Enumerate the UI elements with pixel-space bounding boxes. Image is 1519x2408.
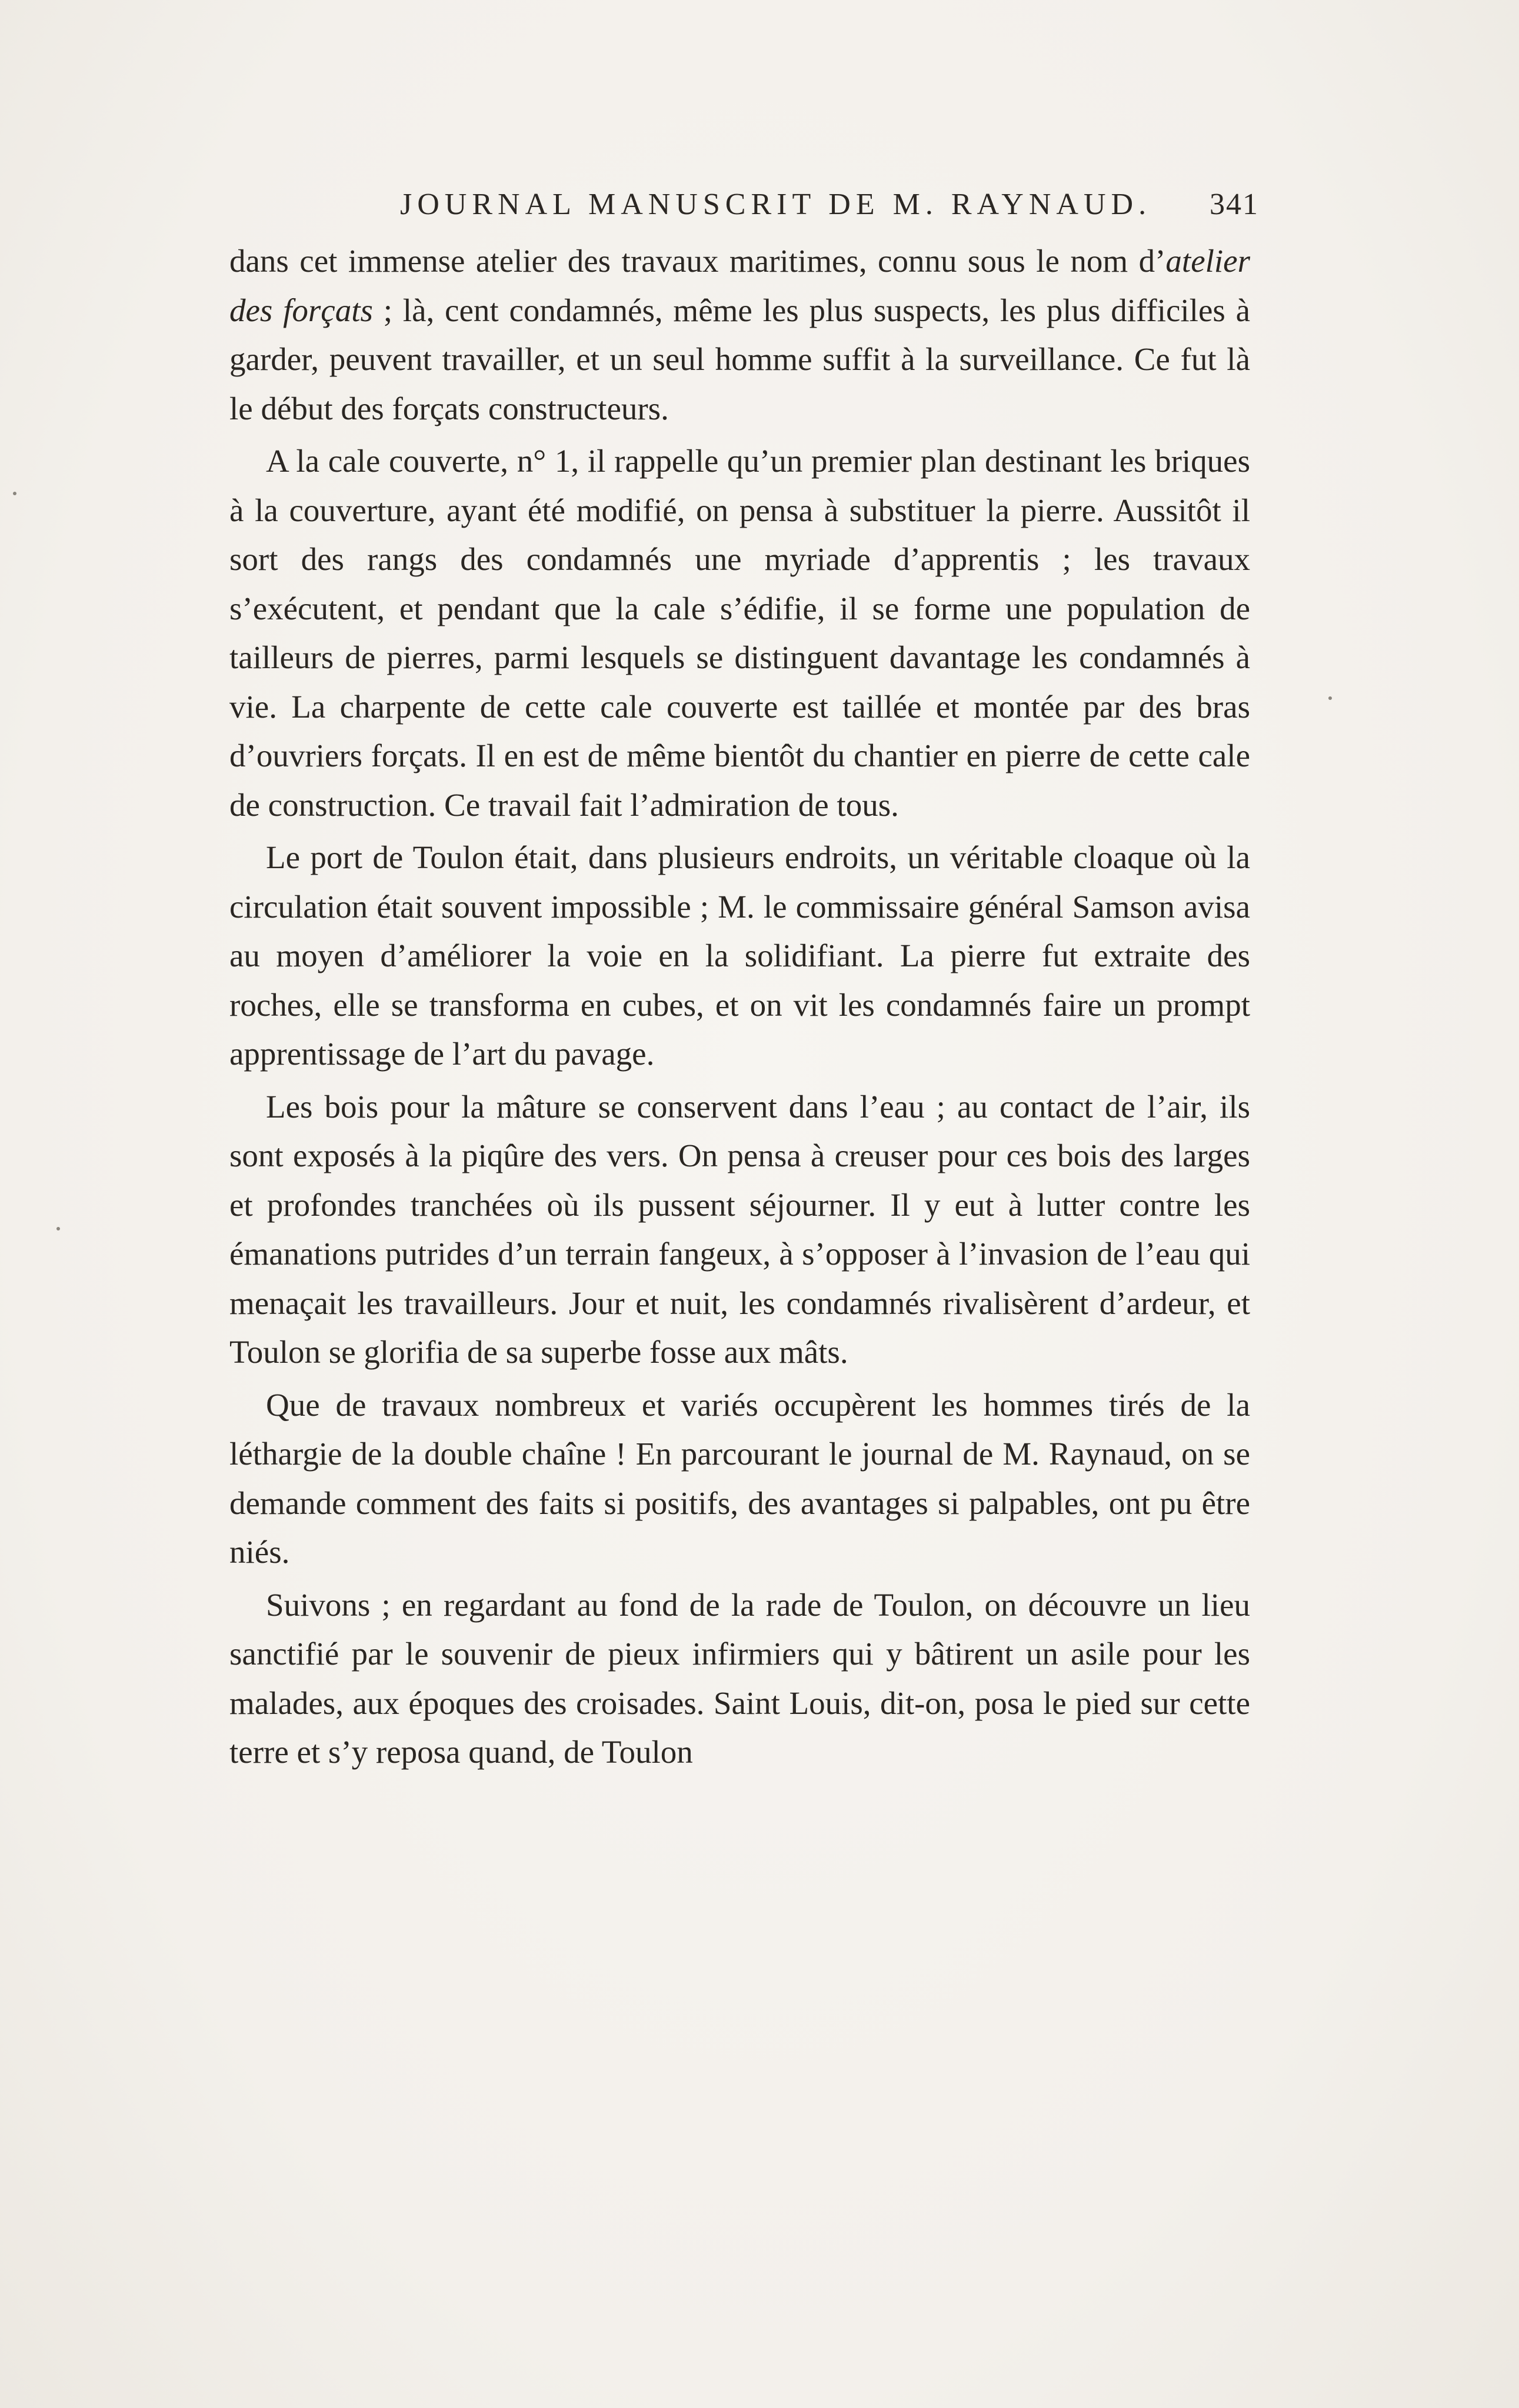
paragraph <box>229 1082 1250 1377</box>
paper-speck <box>56 1227 60 1230</box>
text-run: Le port de Toulon était, dans plusieurs endroits, un véritable cloaque où la circulation était souvent impossible ; M. le commissaire général Samson avisa au moyen d’améliorer la voie en la solidifiant. La pierre fut extraite des roches, elle se transforma en cubes, et on vit les condamnés faire un prompt apprentissage de l’art du pavage. <box>229 839 1250 1072</box>
text-run: Les bois pour la mâture se conservent dans l’eau ; au contact de l’air, ils sont exposés à la piqûre des vers. On pensa à creuser pour ces bois des larges et profondes tranchées où ils pussent séjourner. Il y eut à lutter contre les émanations putrides d’un terrain fangeux, à s’opposer à l’invasion de l’eau qui menaçait les travailleurs. Jour et nuit, les condamnés rivalisèrent d’ardeur, et Toulon se glorifia de sa superbe fosse aux mâts. <box>229 1088 1250 1370</box>
text-run: dans cet immense atelier des travaux maritimes, connu sous le nom d’ <box>229 243 1166 279</box>
paragraph <box>229 1580 1250 1777</box>
body-text <box>229 236 1250 1777</box>
text-run: Suivons ; en regardant au fond de la rade de Toulon, on découvre un lieu sanctifié par le souvenir de pieux infirmiers qui y bâtirent un asile pour les malades, aux époques des croisades. Saint Louis, dit-on, posa le pied sur cette terre et s’y reposa quand, de Toulon <box>229 1586 1250 1770</box>
paragraph <box>229 436 1250 829</box>
paper-speck <box>13 492 16 495</box>
text-run: ; là, cent condamnés, même les plus suspects, les plus difficiles à garder, peuvent travailler, et un seul homme suffit à la surveillance. Ce fut là le début des forçats constructeurs. <box>229 292 1250 426</box>
running-head <box>224 187 1259 234</box>
paper-speck <box>1328 696 1332 700</box>
paragraph <box>229 1380 1250 1577</box>
paragraph <box>229 833 1250 1079</box>
running-title: JOURNAL MANUSCRIT DE M. RAYNAUD. <box>400 188 1152 221</box>
italic-phrase: atelier des forçats <box>229 243 1250 328</box>
text-run: Que de travaux nombreux et variés occupèrent les hommes tirés de la léthargie de la double chaîne ! En parcourant le journal de M. Raynaud, on se demande comment des faits si positifs, des avantages si palpables, ont pu être niés. <box>229 1386 1250 1570</box>
paragraph <box>229 236 1250 433</box>
text-run: A la cale couverte, n° 1, il rappelle qu’un premier plan destinant les briques à la couverture, ayant été modifié, on pensa à substituer la pierre. Aussitôt il sort des rangs des condamnés une myriade d’apprentis ; les travaux s’exécutent, et pendant que la cale s’édifie, il se forme une population de tailleurs de pierres, parmi lesquels se distinguent davantage les condamnés à vie. La charpente de cette cale couverte est taillée et montée par des bras d’ouvriers forçats. Il en est de même bientôt du chantier en pierre de cette cale de construction. Ce travail fait l’admiration de tous. <box>229 443 1250 823</box>
page-number: 341 <box>1210 188 1259 221</box>
